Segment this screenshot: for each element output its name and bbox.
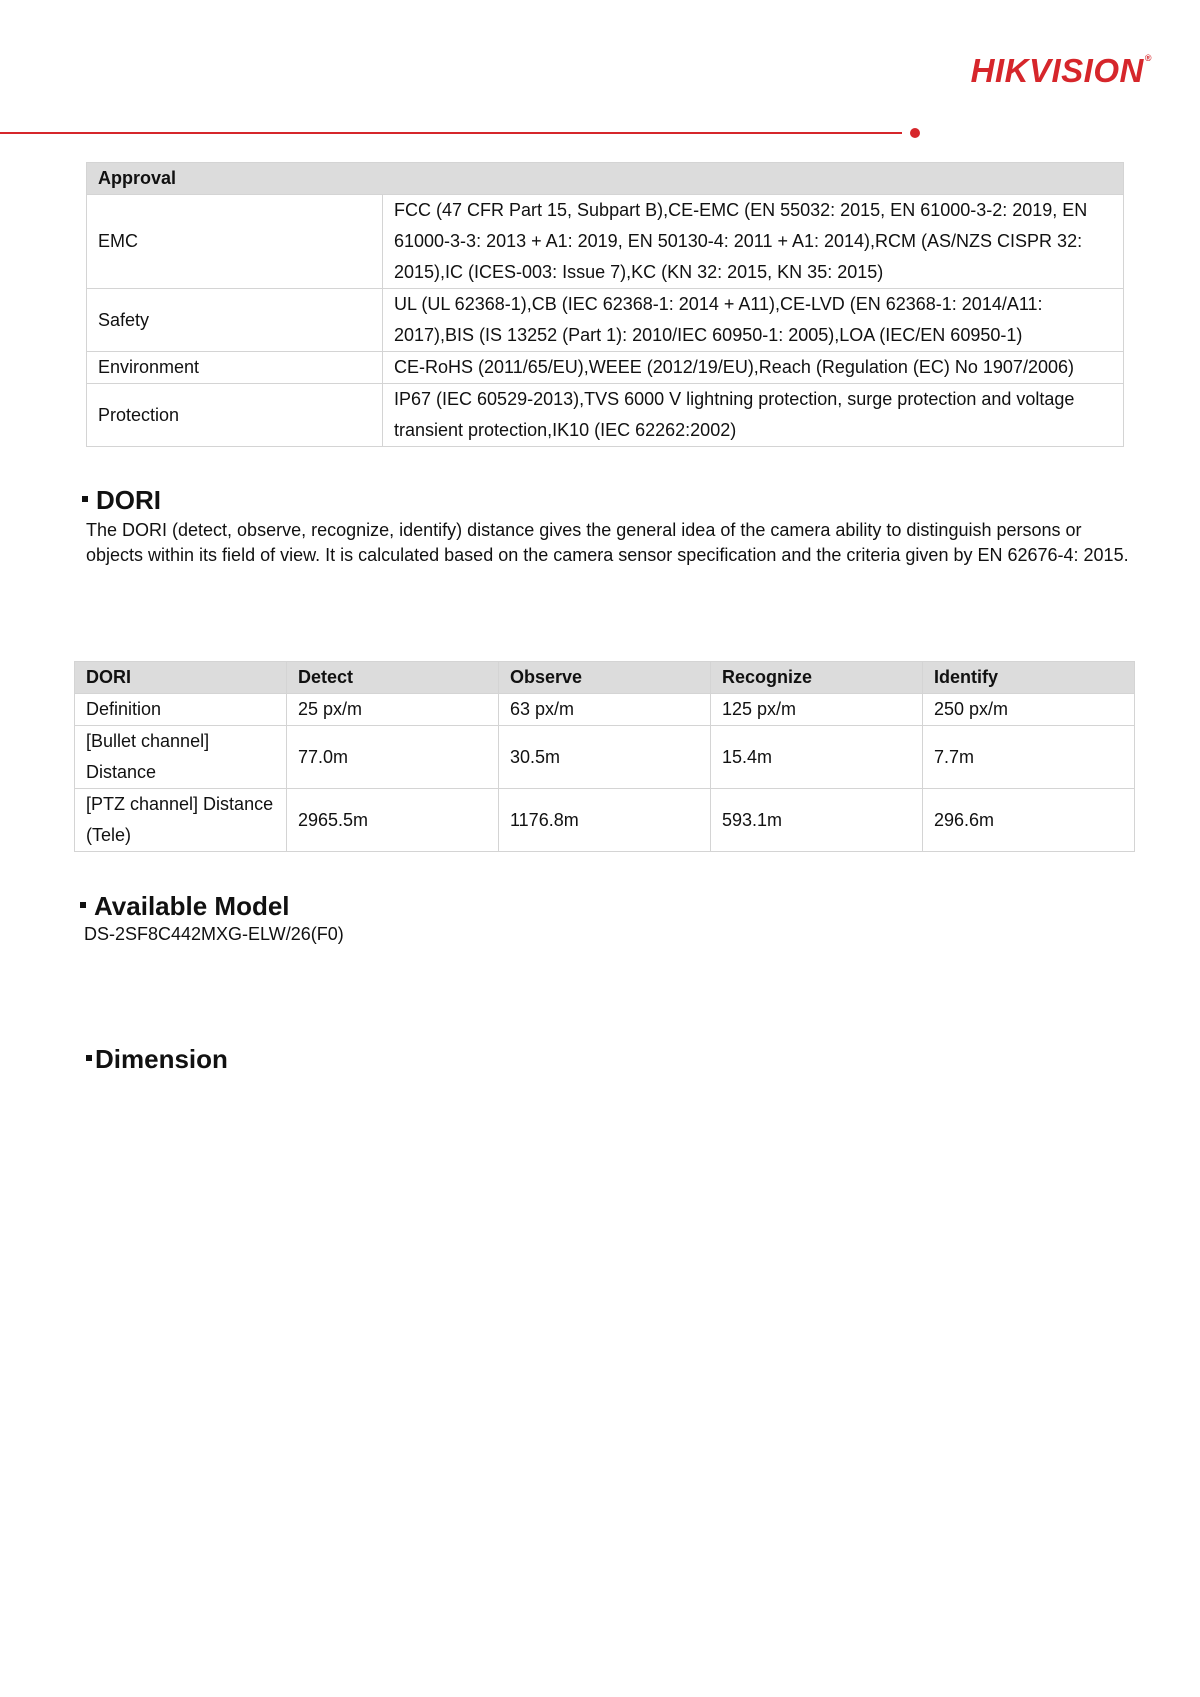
table-cell: 1176.8m <box>499 789 711 852</box>
table-cell: 15.4m <box>711 726 923 789</box>
dimension-title <box>86 1046 228 1072</box>
table-cell: 77.0m <box>287 726 499 789</box>
column-header: Identify <box>923 662 1135 694</box>
dori-title-text: DORI <box>96 485 161 515</box>
value-line: FCC (47 CFR Part 15, Subpart B),CE-EMC (EN 55032: 2015, EN 61000-3-2: 2019, EN <box>394 200 1088 220</box>
approval-table <box>86 162 1124 447</box>
column-header: DORI <box>75 662 287 694</box>
table-cell: 25 px/m <box>287 694 499 726</box>
approval-value-protection <box>383 384 1124 447</box>
approval-value-environment <box>383 352 1124 384</box>
table-row <box>87 352 1124 384</box>
row-label <box>75 694 287 726</box>
label-line: [PTZ channel] Distance <box>86 794 274 814</box>
table-row <box>87 289 1124 352</box>
bullet-icon <box>82 496 88 502</box>
table-cell: 125 px/m <box>711 694 923 726</box>
available-model-title-text: Available Model <box>94 891 290 921</box>
approval-value-emc <box>383 195 1124 289</box>
dori-header-row <box>75 662 1135 694</box>
available-model-title <box>80 893 290 919</box>
value-line: CE-RoHS (2011/65/EU),WEEE (2012/19/EU),Reach (Regulation (EC) No 1907/2006) <box>394 357 1074 377</box>
column-header: Detect <box>287 662 499 694</box>
approval-label-safety: Safety <box>87 289 383 352</box>
label-line: Distance <box>86 762 157 782</box>
value-line: 61000-3-3: 2013 + A1: 2019, EN 50130-4: 2011 + A1: 2014),RCM (AS/NZS CISPR 32: <box>394 231 1083 251</box>
table-cell: 296.6m <box>923 789 1135 852</box>
table-cell: 7.7m <box>923 726 1135 789</box>
registered-mark: ® <box>1144 53 1152 63</box>
table-row <box>87 384 1124 447</box>
label-line: Definition <box>86 699 162 719</box>
approval-label-emc: EMC <box>87 195 383 289</box>
bullet-icon <box>86 1055 92 1061</box>
column-header: Observe <box>499 662 711 694</box>
table-cell: 250 px/m <box>923 694 1135 726</box>
model-number: DS-2SF8C442MXG-ELW/26(F0) <box>84 924 344 944</box>
label-line: [Bullet channel] <box>86 731 210 751</box>
dimension-title-text: Dimension <box>95 1044 228 1074</box>
row-label <box>75 789 287 852</box>
label-line: (Tele) <box>86 825 132 845</box>
table-cell: 30.5m <box>499 726 711 789</box>
dori-section-title <box>82 487 161 513</box>
value-line: 2015),IC (ICES-003: Issue 7),KC (KN 32: 2015, KN 35: 2015) <box>394 262 884 282</box>
brand-logo <box>971 54 1152 87</box>
value-line: 2017),BIS (IS 13252 (Part 1): 2010/IEC 60950-1: 2005),LOA (IEC/EN 60950-1) <box>394 325 1023 345</box>
table-cell: 593.1m <box>711 789 923 852</box>
table-cell: 2965.5m <box>287 789 499 852</box>
table-row <box>75 789 1135 852</box>
approval-header: Approval <box>87 163 1124 195</box>
table-row <box>87 195 1124 289</box>
table-row <box>75 694 1135 726</box>
table-cell: 63 px/m <box>499 694 711 726</box>
approval-header-row <box>87 163 1124 195</box>
bullet-icon <box>80 902 86 908</box>
dori-description: The DORI (detect, observe, recognize, identify) distance gives the general idea of the camera ability to distinguish persons or objects within its field of view. It is calculated based on the camera sensor specification and the criteria given by EN 62676-4: 2015. <box>86 520 1129 565</box>
row-label <box>75 726 287 789</box>
column-header: Recognize <box>711 662 923 694</box>
value-line: transient protection,IK10 (IEC 62262:2002) <box>394 420 737 440</box>
header-rule <box>0 132 902 134</box>
value-line: UL (UL 62368-1),CB (IEC 62368-1: 2014 + A11),CE-LVD (EN 62368-1: 2014/A11: <box>394 294 1043 314</box>
approval-value-safety <box>383 289 1124 352</box>
approval-label-environment: Environment <box>87 352 383 384</box>
value-line: IP67 (IEC 60529-2013),TVS 6000 V lightning protection, surge protection and voltage <box>394 389 1075 409</box>
header-dot <box>910 128 920 138</box>
brand-logo-text: HIKVISION <box>970 52 1144 89</box>
approval-label-protection: Protection <box>87 384 383 447</box>
table-row <box>75 726 1135 789</box>
dori-table <box>74 661 1135 852</box>
